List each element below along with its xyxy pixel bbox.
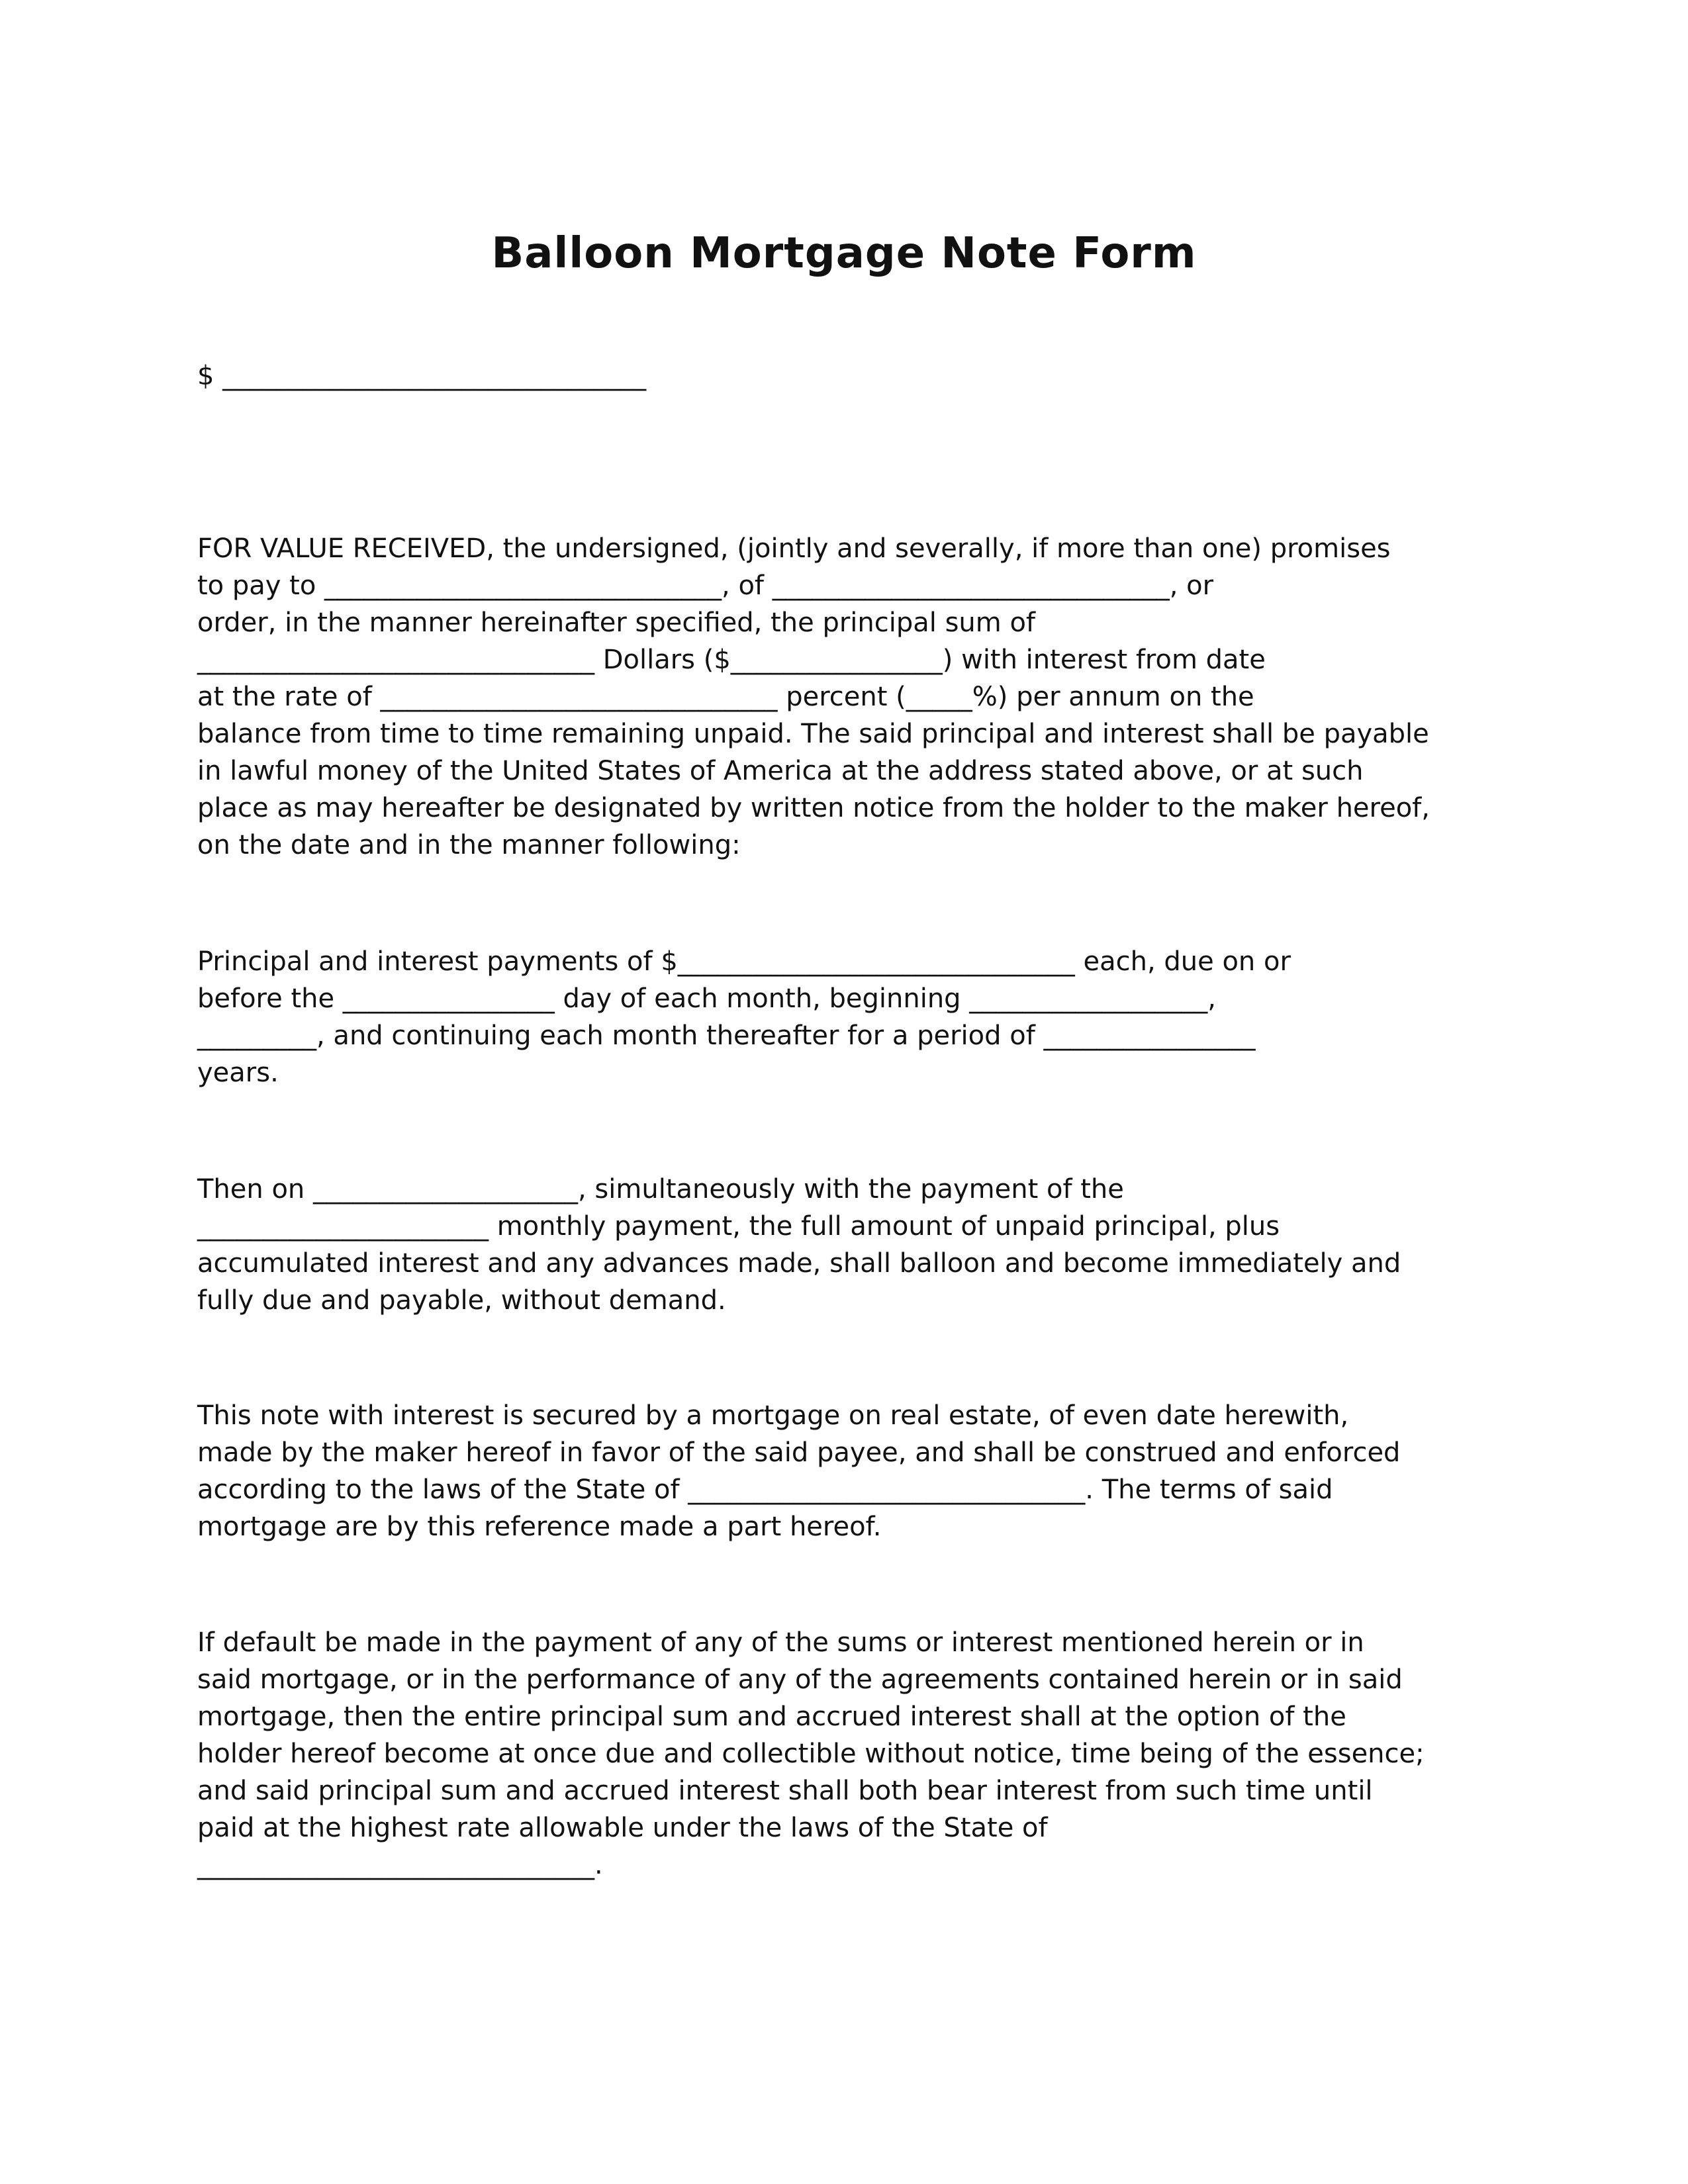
- text-line: FOR VALUE RECEIVED, the undersigned, (jointly and severally, if more than one) promises: [197, 533, 1391, 564]
- paragraph-value-received: [197, 530, 1521, 864]
- text-line: If default be made in the payment of any of the sums or interest mentioned herein or in: [197, 1627, 1364, 1658]
- text-line: in lawful money of the United States of America at the address stated above, or at such: [197, 756, 1364, 786]
- text-line: before the ________________ day of each month, beginning __________________,: [197, 983, 1217, 1014]
- text-line: mortgage are by this reference made a part hereof.: [197, 1512, 882, 1542]
- principal-amount-line: $ ________________________________: [197, 361, 647, 391]
- document-title: Balloon Mortgage Note Form: [491, 229, 1197, 278]
- text-line: at the rate of ______________________________ percent (_____%) per annum on the: [197, 682, 1254, 712]
- paragraph-security: [197, 1397, 1521, 1545]
- text-line: Principal and interest payments of $______________________________ each, due on or: [197, 946, 1291, 977]
- text-line: mortgage, then the entire principal sum and accrued interest shall at the option of the: [197, 1702, 1346, 1732]
- text-line: place as may hereafter be designated by written notice from the holder to the maker hereof,: [197, 793, 1430, 823]
- text-line: ______________________ monthly payment, the full amount of unpaid principal, plus: [197, 1211, 1280, 1242]
- text-line: ______________________________ Dollars ($________________) with interest from date: [197, 645, 1266, 675]
- paragraph-balloon: [197, 1171, 1521, 1319]
- text-line: paid at the highest rate allowable under the laws of the State of: [197, 1813, 1048, 1843]
- text-line: according to the laws of the State of ______________________________. The terms of said: [197, 1475, 1333, 1505]
- text-line: balance from time to time remaining unpaid. The said principal and interest shall be payable: [197, 719, 1429, 749]
- text-line: Then on ____________________, simultaneously with the payment of the: [197, 1174, 1124, 1205]
- text-line: order, in the manner hereinafter specified, the principal sum of: [197, 608, 1036, 638]
- text-line: to pay to ______________________________, of ______________________________, or: [197, 570, 1214, 601]
- text-line: holder hereof become at once due and collectible without notice, time being of the essence;: [197, 1739, 1425, 1769]
- text-line: on the date and in the manner following:: [197, 830, 741, 860]
- text-line: made by the maker hereof in favor of the said payee, and shall be construed and enforced: [197, 1437, 1401, 1468]
- text-line: years.: [197, 1058, 279, 1088]
- text-line: accumulated interest and any advances made, shall balloon and become immediately and: [197, 1248, 1401, 1279]
- paragraph-payments: [197, 943, 1521, 1091]
- text-line: said mortgage, or in the performance of any of the agreements contained herein or in said: [197, 1664, 1403, 1695]
- text-line: fully due and payable, without demand.: [197, 1285, 726, 1316]
- text-line: This note with interest is secured by a mortgage on real estate, of even date herewith,: [197, 1400, 1349, 1431]
- text-line: and said principal sum and accrued interest shall both bear interest from such time until: [197, 1776, 1373, 1806]
- paragraph-default: [197, 1624, 1521, 1884]
- text-line: _________, and continuing each month thereafter for a period of ________________: [197, 1021, 1256, 1051]
- text-line: ______________________________.: [197, 1850, 603, 1880]
